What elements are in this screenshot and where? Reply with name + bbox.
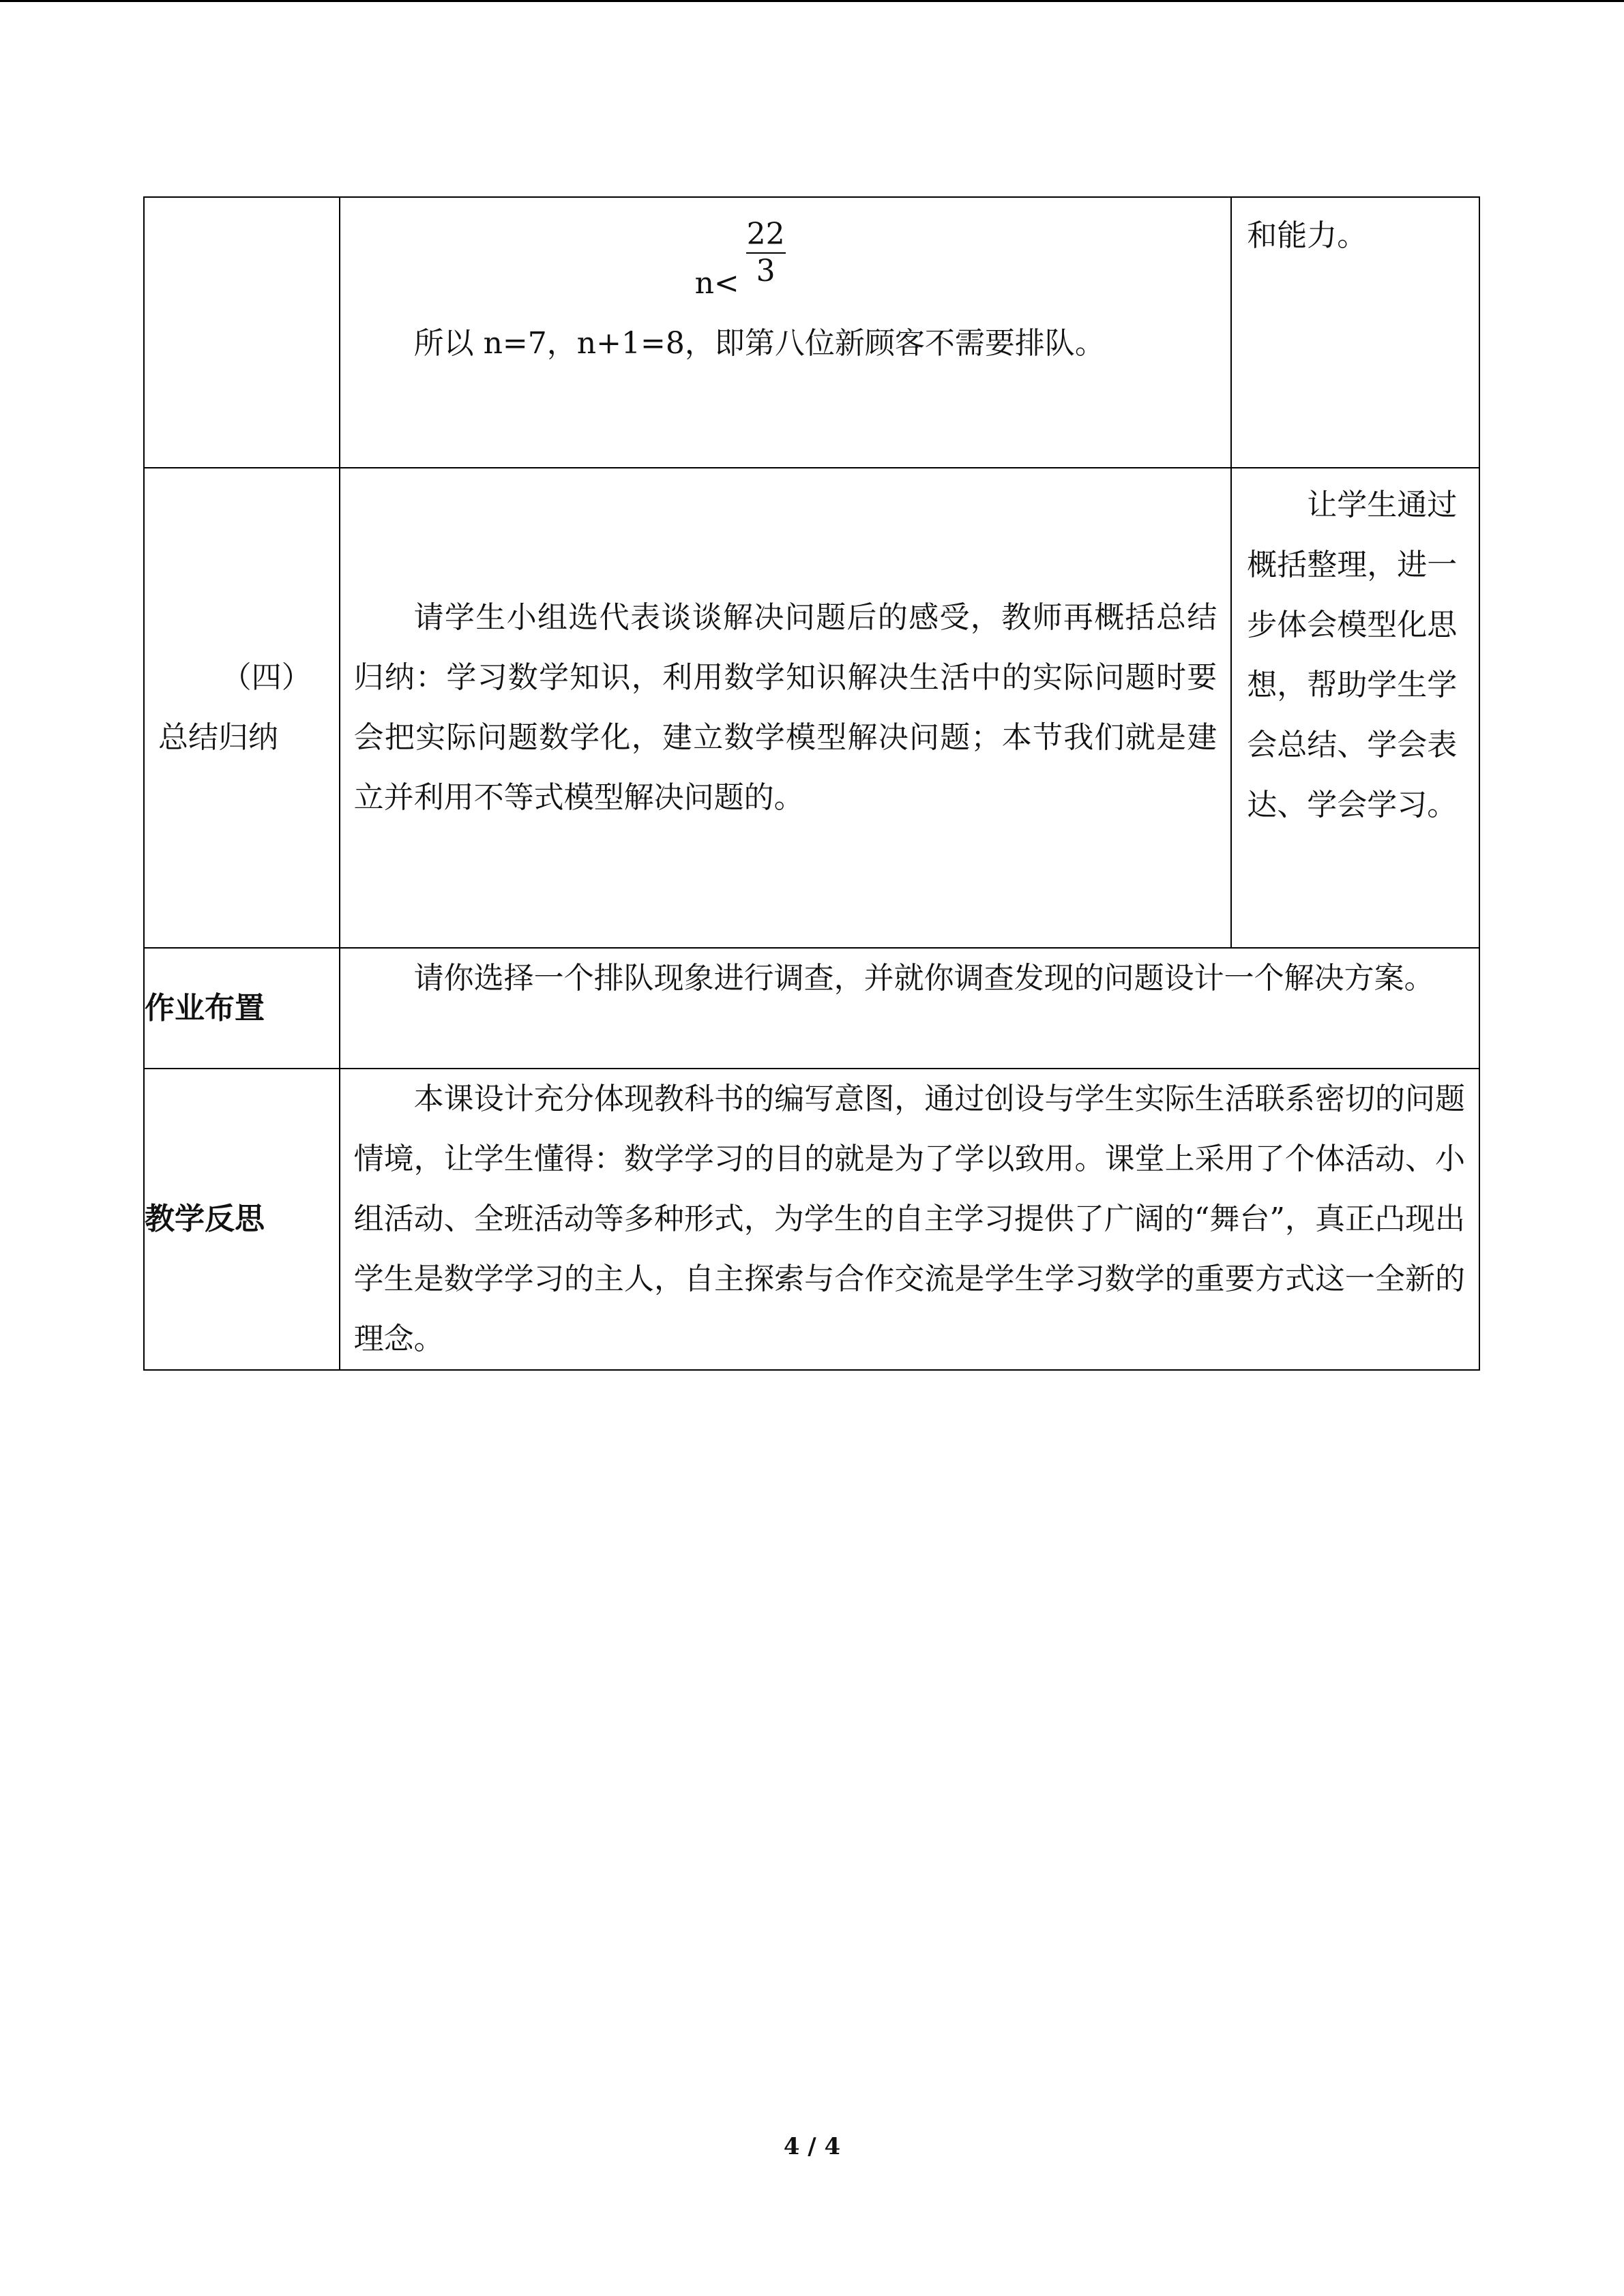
reflection-label: 教学反思 bbox=[144, 1069, 340, 1370]
stage-label: 总结归纳 bbox=[158, 720, 278, 755]
summary-intent-cell bbox=[1231, 468, 1479, 948]
table-row-solution bbox=[144, 197, 1479, 468]
summary-intent-text: 让学生通过概括整理，进一步体会模型化思想，帮助学生学会总结、学会表达、学会学习。 bbox=[1247, 488, 1458, 822]
page-number: 4 / 4 bbox=[783, 2133, 841, 2160]
stage-number: （四） bbox=[221, 660, 312, 695]
solution-content-cell bbox=[340, 197, 1232, 468]
table-row-reflection bbox=[144, 1069, 1479, 1370]
homework-label: 作业布置 bbox=[144, 948, 340, 1069]
formula-lhs: n< bbox=[694, 266, 739, 301]
stage-cell-summary bbox=[144, 468, 340, 948]
lesson-plan-table bbox=[143, 196, 1480, 1371]
table-row-summary bbox=[144, 468, 1479, 948]
design-intent-cell bbox=[1231, 197, 1479, 468]
top-border-line bbox=[0, 0, 1624, 2]
fraction-denominator: 3 bbox=[756, 254, 776, 288]
summary-text: 请学生小组选代表谈谈解决问题后的感受，教师再概括总结归纳：学习数学知识，利用数学知识解决生活中的实际问题时要会把实际问题数学化，建立数学模型解决问题；本节我们就是建立并利用不等式模型解决问题的。 bbox=[353, 600, 1217, 815]
homework-text: 请你选择一个排队现象进行调查，并就你调查发现的问题设计一个解决方案。 bbox=[413, 961, 1434, 996]
solution-conclusion-text: 所以 n=7，n+1=8，即第八位新顾客不需要排队。 bbox=[413, 326, 1105, 361]
reflection-content-cell bbox=[340, 1069, 1479, 1370]
summary-content-cell bbox=[340, 468, 1232, 948]
stage-cell-empty bbox=[144, 197, 340, 468]
reflection-text: 本课设计充分体现教科书的编写意图，通过创设与学生实际生活联系密切的问题情境，让学生懂得：数学学习的目的就是为了学以致用。课堂上采用了个体活动、小组活动、全班活动等多种形式，为学生的自主学习提供了广阔的“舞台”，真正凸现出学生是数学学习的主人，自主探索与合作交流是学生学习数学的重要方式这一全新的理念。 bbox=[353, 1082, 1465, 1356]
inequality-formula bbox=[340, 198, 1231, 314]
design-intent-text: 和能力。 bbox=[1247, 218, 1368, 253]
fraction-numerator: 22 bbox=[746, 217, 786, 254]
homework-content-cell bbox=[340, 948, 1479, 1069]
fraction bbox=[746, 217, 786, 289]
table-row-homework bbox=[144, 948, 1479, 1069]
